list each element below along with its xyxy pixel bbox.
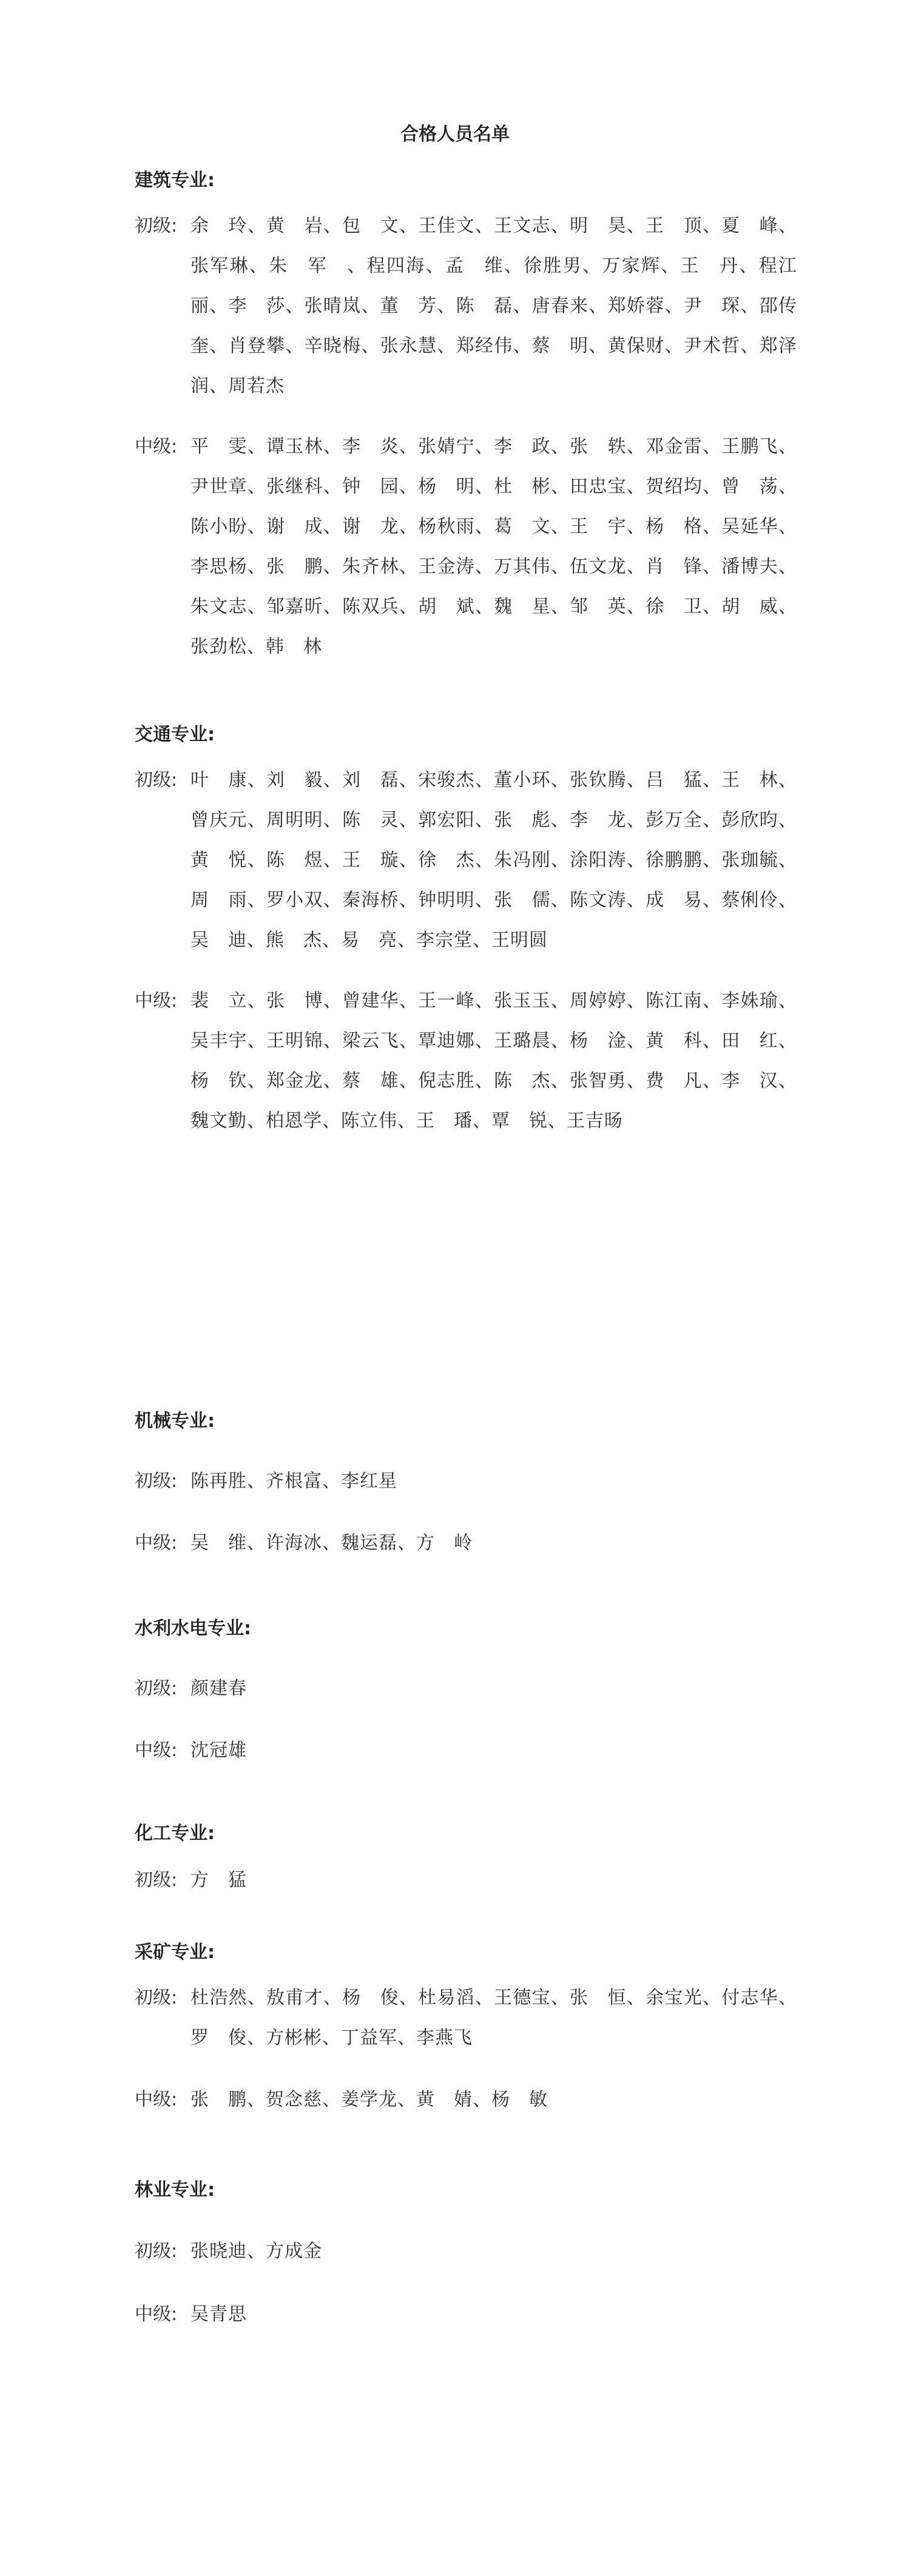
name-list: 方 猛 <box>190 1870 247 1891</box>
name-list: 陈再胜、齐根富、李红星 <box>190 1471 397 1492</box>
name-list: 颜建春 <box>190 1678 247 1699</box>
section-heading-jianzhu: 建筑专业: <box>135 170 215 191</box>
row-label: 中级: <box>135 436 178 457</box>
section-heading-jixie: 机械专业: <box>135 1410 215 1432</box>
row-label: 初级: <box>135 2241 178 2262</box>
row-label: 初级: <box>135 1471 178 1492</box>
row-label: 中级: <box>135 1740 178 1761</box>
row-label: 初级: <box>135 1987 178 2008</box>
name-list: 张晓迪、方成金 <box>190 2241 322 2262</box>
section-heading-shuili: 水利水电专业: <box>135 1618 251 1639</box>
section-heading-linye: 林业专业: <box>135 2179 215 2201</box>
page-title: 合格人员名单 <box>400 124 510 145</box>
row-label: 初级: <box>135 770 178 791</box>
row-label: 中级: <box>135 990 178 1011</box>
name-list: 吴青思 <box>190 2304 247 2325</box>
row-label: 中级: <box>135 1532 178 1554</box>
row-label: 中级: <box>135 2304 178 2325</box>
row-label: 初级: <box>135 215 178 236</box>
section-heading-jiaotong: 交通专业: <box>135 724 215 745</box>
name-list: 张 鹏、贺念慈、姜学龙、黄 婧、杨 敏 <box>190 2089 548 2110</box>
section-heading-huagong: 化工专业: <box>135 1823 215 1844</box>
row-label: 中级: <box>135 2089 178 2110</box>
name-list: 叶 康、刘 毅、刘 磊、宋骏杰、董小环、张钦腾、吕 猛、王 林、曾庆元、周明明、陈 灵、郭宏阳、张 彪、李 龙、彭万全、彭欣昀、黄 悦、陈 煜、王 璇、徐 杰、朱冯刚、涂阳涛、徐鹏鹏、张珈毓、周 雨、罗小双、秦海桥、钟明明、张 儒、陈文涛、成 易、蔡俐伶、吴 迪、熊 杰、易 亮、李宗堂、王明圆 <box>190 770 797 951</box>
name-list: 沈冠雄 <box>190 1740 247 1761</box>
row-label: 初级: <box>135 1678 178 1699</box>
name-list: 平 雯、谭玉林、李 炎、张婧宁、李 政、张 轶、邓金雷、王鹏飞、尹世章、张继科、钟 园、杨 明、杜 彬、田忠宝、贺绍均、曾 荡、陈小盼、谢 成、谢 龙、杨秋雨、葛 文、王 宇、杨 格、吴延华、李思杨、张 鹏、朱齐林、王金涛、万其伟、伍文龙、肖 锋、潘博夫、朱文志、邹嘉昕、陈双兵、胡 斌、魏 星、邹 英、徐 卫、胡 威、张劲松、韩 林 <box>190 436 797 657</box>
name-list: 裴 立、张 博、曾建华、王一峰、张玉玉、周婷婷、陈江南、李姝瑜、吴丰宇、王明锦、梁云飞、覃迪娜、王璐晨、杨 淦、黄 科、田 红、杨 钦、郑金龙、蔡 雄、倪志胜、陈 杰、张智勇、费 凡、李 汉、魏文勤、柏恩学、陈立伟、王 璠、覃 锐、王吉旸 <box>190 990 797 1132</box>
name-list: 吴 维、许海冰、魏运磊、方 岭 <box>190 1532 473 1554</box>
row-label: 初级: <box>135 1870 178 1891</box>
name-list: 余 玲、黄 岩、包 文、王佳文、王文志、明 昊、王 顶、夏 峰、张军琳、朱 军 、程四海、孟 维、徐胜男、万家辉、王 丹、程江丽、李 莎、张晴岚、董 芳、陈 磊、唐春来、郑娇蓉、尹 琛、邵传奎、肖登攀、辛晓梅、张永慧、郑经伟、蔡 明、黄保财、尹术哲、郑泽润、周若杰 <box>190 215 797 397</box>
name-list: 杜浩然、敖甫才、杨 俊、杜易滔、王德宝、张 恒、余宝光、付志华、罗 俊、方彬彬、丁益军、李燕飞 <box>190 1987 797 2048</box>
section-heading-caikuang: 采矿专业: <box>135 1942 215 1963</box>
